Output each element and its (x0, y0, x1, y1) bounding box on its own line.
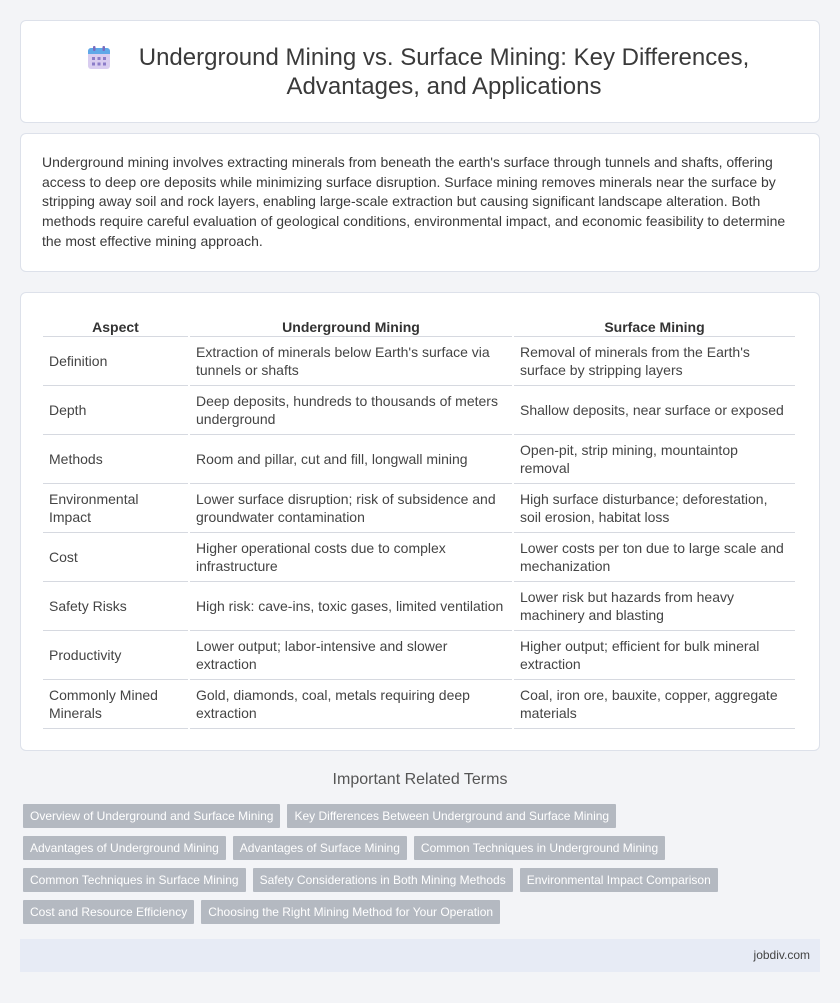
cell-surface: Removal of minerals from the Earth's surface by stripping layers (514, 337, 795, 386)
cell-aspect: Productivity (43, 631, 188, 680)
comparison-table (41, 315, 797, 729)
cell-aspect: Cost (43, 533, 188, 582)
related-term-tag[interactable]: Common Techniques in Surface Mining (23, 868, 246, 892)
title-wrap (21, 43, 819, 101)
cell-underground: Extraction of minerals below Earth's surface via tunnels or shafts (190, 337, 512, 386)
cell-surface: Shallow deposits, near surface or exposed (514, 386, 795, 435)
cell-surface: High surface disturbance; deforestation, soil erosion, habitat loss (514, 484, 795, 533)
cell-aspect: Methods (43, 435, 188, 484)
table-row (43, 484, 795, 533)
cell-underground: Deep deposits, hundreds to thousands of meters underground (190, 386, 512, 435)
column-header-surface: Surface Mining (514, 315, 795, 337)
comparison-table-card (20, 292, 820, 751)
column-header-underground: Underground Mining (190, 315, 512, 337)
cell-underground: High risk: cave-ins, toxic gases, limited ventilation (190, 582, 512, 631)
related-terms-heading: Important Related Terms (332, 771, 508, 788)
table-row (43, 337, 795, 386)
footer (20, 939, 820, 972)
footer-site-link[interactable]: jobdiv.com (753, 948, 810, 962)
cell-surface: Open-pit, strip mining, mountaintop removal (514, 435, 795, 484)
calendar-icon (86, 45, 112, 71)
page-title: Underground Mining vs. Surface Mining: Key Differences, Advantages, and Applications (138, 43, 750, 100)
related-term-tag[interactable]: Advantages of Underground Mining (23, 836, 226, 860)
table-row (43, 386, 795, 435)
intro-card (20, 133, 820, 272)
intro-paragraph: Underground mining involves extracting minerals from beneath the earth's surface through tunnels and shafts, offering access to deep ore deposits while minimizing surface disruption. Surface mining removes minerals near the surface by stripping away soil and rock layers, enabling large-scale extraction but causing significant landscape alteration. Both methods require careful evaluation of geological conditions, environmental impact, and economic feasibility to determine the most effective mining approach. (42, 154, 786, 249)
cell-aspect: Depth (43, 386, 188, 435)
related-term-tag[interactable]: Advantages of Surface Mining (233, 836, 407, 860)
cell-underground: Lower surface disruption; risk of subsidence and groundwater contamination (190, 484, 512, 533)
cell-surface: Higher output; efficient for bulk mineral extraction (514, 631, 795, 680)
table-row (43, 631, 795, 680)
cell-surface: Coal, iron ore, bauxite, copper, aggregate materials (514, 680, 795, 729)
cell-surface: Lower risk but hazards from heavy machinery and blasting (514, 582, 795, 631)
related-term-tag[interactable]: Key Differences Between Underground and Surface Mining (287, 804, 616, 828)
related-term-tag[interactable]: Safety Considerations in Both Mining Methods (253, 868, 513, 892)
cell-underground: Room and pillar, cut and fill, longwall mining (190, 435, 512, 484)
column-header-aspect: Aspect (43, 315, 188, 337)
related-term-tag[interactable]: Common Techniques in Underground Mining (414, 836, 665, 860)
related-term-tag[interactable]: Environmental Impact Comparison (520, 868, 718, 892)
table-header-row (43, 315, 795, 337)
table-row (43, 533, 795, 582)
cell-aspect: Definition (43, 337, 188, 386)
cell-underground: Higher operational costs due to complex infrastructure (190, 533, 512, 582)
cell-surface: Lower costs per ton due to large scale and mechanization (514, 533, 795, 582)
table-row (43, 582, 795, 631)
table-row (43, 680, 795, 729)
related-term-tag[interactable]: Cost and Resource Efficiency (23, 900, 194, 924)
cell-underground: Lower output; labor-intensive and slower extraction (190, 631, 512, 680)
cell-aspect: Safety Risks (43, 582, 188, 631)
table-row (43, 435, 795, 484)
related-term-tag[interactable]: Choosing the Right Mining Method for Your Operation (201, 900, 500, 924)
title-card (20, 20, 820, 123)
related-term-tag[interactable]: Overview of Underground and Surface Mining (23, 804, 280, 828)
cell-aspect: Environmental Impact (43, 484, 188, 533)
cell-aspect: Commonly Mined Minerals (43, 680, 188, 729)
cell-underground: Gold, diamonds, coal, metals requiring deep extraction (190, 680, 512, 729)
related-terms-list (23, 804, 823, 932)
